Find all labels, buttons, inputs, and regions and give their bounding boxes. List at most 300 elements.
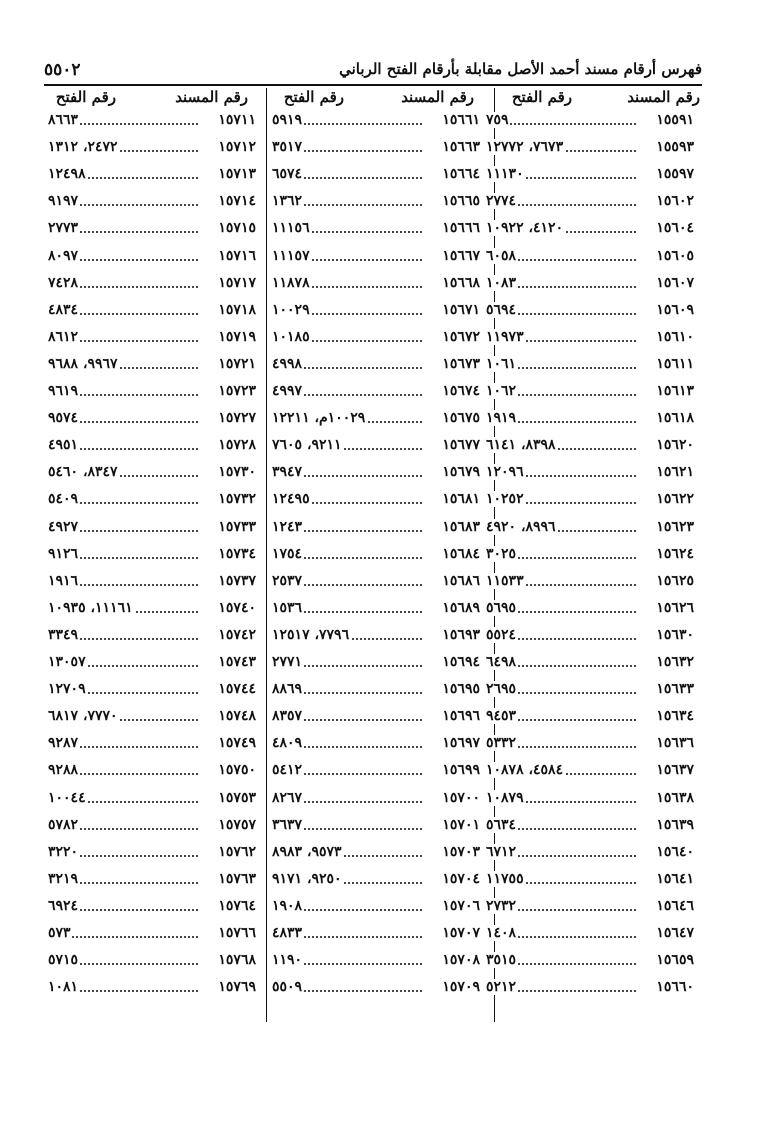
table-row [486, 410, 694, 436]
musnad-number: ١٥٦٣٤ [656, 708, 694, 725]
table-row [486, 220, 694, 246]
fath-number: ٢٧٧٣ [48, 220, 79, 237]
table-row [486, 952, 694, 978]
fath-number: ٢٧٧١ [272, 654, 303, 670]
column-divider [266, 88, 267, 1022]
table-row [48, 383, 256, 409]
table-row [486, 979, 694, 1005]
table-row [486, 193, 694, 219]
musnad-number: ١٥٦٧٥ [442, 410, 480, 427]
musnad-number: ١٥٧٠٣ [442, 843, 480, 860]
fath-number: ١١١٥٦ [272, 220, 310, 237]
musnad-number: ١٥٧٢١ [218, 355, 256, 372]
musnad-number: ١٥٦٧٧ [442, 437, 480, 454]
table-row [486, 166, 694, 192]
table-row [48, 410, 256, 436]
fath-number: ٥٩١٩ [272, 112, 303, 128]
fath-number: ١٤٠٨ [486, 925, 517, 941]
table-row [272, 546, 480, 572]
musnad-number: ١٥٧٦٣ [218, 870, 256, 887]
table-row [486, 248, 694, 274]
table-row [486, 654, 694, 680]
table-row [48, 898, 256, 924]
musnad-number: ١٥٦٨١ [442, 491, 480, 508]
table-row [486, 817, 694, 843]
musnad-number: ١٥٦٦٤ [442, 166, 480, 183]
musnad-number: ١٥٧٦٩ [218, 979, 256, 996]
table-row [48, 952, 256, 978]
table-row [486, 898, 694, 924]
musnad-number: ١٥٦٢٢ [656, 491, 694, 508]
musnad-number: ١٥٧١٢ [218, 139, 256, 156]
table-row [48, 519, 256, 545]
fath-number: ٥٦٣٤ [486, 816, 517, 833]
musnad-number: ١٥٧٢٣ [218, 383, 256, 399]
fath-number: ٨٨٦٩ [272, 681, 303, 698]
fath-number: ٥٧٣ [48, 925, 71, 941]
fath-number: ٥٢١٢ [486, 979, 517, 996]
musnad-number: ١٥٦٤١ [656, 870, 694, 887]
fath-number: ١٠٦٢ [486, 383, 517, 399]
fath-number: ١١١٦١، ١٠٩٣٥ [48, 599, 133, 616]
table-row [272, 166, 480, 192]
table-row [48, 817, 256, 843]
musnad-number: ١٥٦٤٠ [656, 843, 694, 860]
musnad-number: ١٥٦٧٢ [442, 328, 480, 345]
musnad-number: ١٥٧٠٠ [442, 789, 480, 806]
table-row [272, 112, 480, 138]
table-row [272, 979, 480, 1005]
musnad-number: ١٥٦٠٩ [656, 301, 694, 318]
fath-number: ٥٤٠٩ [48, 491, 79, 508]
table-row [272, 844, 480, 870]
fath-number: ٨٣٩٨، ٦١٤١ [486, 437, 556, 454]
musnad-number: ١٥٦٣٣ [656, 681, 694, 698]
table-row [272, 248, 480, 274]
table-row [272, 220, 480, 246]
fath-number: ١٠٠٢٩م، ١٢٢١١ [272, 410, 366, 427]
table-row [272, 464, 480, 490]
musnad-number: ١٥٦٢٣ [656, 518, 694, 535]
table-row [486, 275, 694, 301]
musnad-number: ١٥٦٤٦ [656, 897, 694, 914]
fath-number: ٢٧٣٢ [486, 897, 517, 914]
musnad-number: ١٥٦٠٢ [656, 193, 694, 210]
fath-number: ٥٥٢٤ [486, 626, 517, 643]
musnad-number: ١٥٧٥٣ [218, 789, 256, 806]
table-row [48, 464, 256, 490]
musnad-number: ١٥٦٧١ [442, 301, 480, 318]
fath-number: ٦٥٧٤ [272, 166, 303, 183]
musnad-number: ١٥٦٨٤ [442, 545, 480, 562]
musnad-number: ١٥٧٢٨ [218, 437, 256, 454]
fath-number: ٦٧١٢ [486, 843, 517, 860]
musnad-number: ١٥٧٣٠ [218, 464, 256, 481]
table-row [272, 790, 480, 816]
table-row [48, 654, 256, 680]
musnad-number: ١٥٧٠١ [442, 816, 480, 833]
fath-number: ٢٥٣٧ [272, 572, 303, 589]
musnad-number: ١٥٧١٦ [218, 247, 256, 264]
table-row [486, 735, 694, 761]
fath-number: ٧٤٢٨ [48, 274, 79, 291]
musnad-number: ١٥٦٥٩ [656, 952, 694, 969]
musnad-number: ١٥٦٣٢ [656, 654, 694, 670]
musnad-number: ١٥٦٨٣ [442, 518, 480, 535]
table-row [272, 871, 480, 897]
musnad-number: ١٥٧٦٨ [218, 952, 256, 969]
musnad-number: ١٥٦٠٤ [656, 220, 694, 237]
fath-number: ٨٩٩٦، ٤٩٢٠ [486, 518, 556, 535]
fath-number: ١١٧٥٥ [486, 870, 524, 887]
fath-number: ١٥٣٦ [272, 599, 303, 616]
fath-number: ٩١٩٧ [48, 193, 79, 210]
musnad-number: ١٥٧٠٤ [442, 870, 480, 887]
table-row [48, 166, 256, 192]
fath-number: ٧٧٧٠، ٦٨١٧ [48, 708, 118, 725]
musnad-number: ١٥٦٢٦ [656, 599, 694, 616]
fath-number: ٢٤٧٢، ١٣١٢ [48, 139, 118, 156]
fath-number: ٢٦٩٥ [486, 681, 517, 698]
table-row [486, 762, 694, 788]
fath-number: ٣٥١٧ [272, 139, 303, 156]
table-row [272, 573, 480, 599]
table-row [48, 437, 256, 463]
musnad-number: ١٥٦١٣ [656, 383, 694, 399]
musnad-number: ١٥٦٣٠ [656, 626, 694, 643]
musnad-number: ١٥٦٦٦ [442, 220, 480, 237]
table-row [48, 681, 256, 707]
musnad-number: ١٥٧٤٢ [218, 626, 256, 643]
fath-number: ١٠١٨٥ [272, 328, 310, 345]
fath-number: ٨٣٥٧ [272, 708, 303, 725]
musnad-number: ١٥٧١٥ [218, 220, 256, 237]
table-row [48, 491, 256, 517]
musnad-number: ١٥٦٦٣ [442, 139, 480, 156]
fath-number: ٣٥١٥ [486, 952, 517, 969]
table-row [272, 762, 480, 788]
fath-number: ٤٥٨٤، ١٠٨٧٨ [486, 762, 564, 779]
table-row [272, 302, 480, 328]
fath-number: ٦٠٥٨ [486, 247, 517, 264]
fath-number: ١٩١٦ [48, 572, 79, 589]
table-row [48, 762, 256, 788]
musnad-number: ١٥٦٧٤ [442, 383, 480, 399]
musnad-number: ١٥٥٩٣ [656, 139, 694, 156]
table-row [486, 573, 694, 599]
table-row [272, 329, 480, 355]
fath-number: ٧٧٩٦، ١٢٥١٧ [272, 626, 350, 643]
fath-number: ٩٥٧٤ [48, 410, 79, 427]
fath-number: ٩٢٥٠، ٩١٧١ [272, 870, 342, 887]
fath-number: ١٣٠٥٧ [48, 654, 86, 670]
musnad-number: ١٥٦٢٠ [656, 437, 694, 454]
musnad-number: ١٥٦٦٨ [442, 274, 480, 291]
musnad-number: ١٥٧٣٤ [218, 545, 256, 562]
musnad-number: ١٥٦٦١ [442, 112, 480, 128]
table-row [486, 112, 694, 138]
table-row [48, 112, 256, 138]
musnad-number: ١٥٧٣٢ [218, 491, 256, 508]
column-1-fath-heading: رقم الفتح [511, 88, 572, 106]
fath-number: ٨٦١٢ [48, 328, 79, 345]
musnad-number: ١٥٧٥٠ [218, 762, 256, 779]
musnad-number: ١٥٧١٧ [218, 274, 256, 291]
page-header [44, 60, 702, 84]
fath-number: ١١٥٣٣ [486, 572, 524, 589]
fath-number: ٥٦٩٥ [486, 599, 517, 616]
fath-number: ١٢٤٩٨ [48, 166, 86, 183]
table-row [272, 708, 480, 734]
fath-number: ٥٦٩٤ [486, 301, 517, 318]
musnad-number: ١٥٧٤٩ [218, 735, 256, 752]
table-row [48, 627, 256, 653]
musnad-number: ١٥٦٢١ [656, 464, 694, 481]
fath-number: ٥٧١٥ [48, 952, 79, 969]
fath-number: ٤٩٩٧ [272, 383, 303, 399]
fath-number: ١٠٠٤٤ [48, 789, 86, 806]
fath-number: ١٠٨٣ [486, 274, 517, 291]
fath-number: ٣٠٢٥ [486, 545, 517, 562]
fath-number: ١١٩٧٣ [486, 328, 524, 345]
header-rule [44, 84, 702, 86]
index-column-3 [48, 112, 256, 1020]
fath-number: ٧٦٧٣، ١٢٧٧٢ [486, 139, 564, 156]
fath-number: ١١٨٧٨ [272, 274, 310, 291]
musnad-number: ١٥٧١٨ [218, 301, 256, 318]
table-row [48, 979, 256, 1005]
table-row [48, 844, 256, 870]
musnad-number: ١٥٧٠٨ [442, 952, 480, 969]
table-row [272, 356, 480, 382]
column-1-musnad-heading: رقم المسند [627, 88, 700, 106]
table-row [486, 356, 694, 382]
table-row [272, 437, 480, 463]
musnad-number: ١٥٧٤٨ [218, 708, 256, 725]
musnad-number: ١٥٦٩٦ [442, 708, 480, 725]
musnad-number: ١٥٧٤٠ [218, 599, 256, 616]
fath-number: ٣٦٣٧ [272, 816, 303, 833]
musnad-number: ١٥٦١٨ [656, 410, 694, 427]
table-row [48, 790, 256, 816]
fath-number: ١٣٦٢ [272, 193, 303, 210]
table-row [48, 573, 256, 599]
table-row [486, 627, 694, 653]
musnad-number: ١٥٦١١ [656, 355, 694, 372]
table-row [486, 302, 694, 328]
fath-number: ١٢٧٠٩ [48, 681, 86, 698]
musnad-number: ١٥٧٦٢ [218, 843, 256, 860]
table-row [486, 790, 694, 816]
fath-number: ٥٥٠٩ [272, 979, 303, 996]
musnad-number: ١٥٧٠٦ [442, 897, 480, 914]
table-row [486, 681, 694, 707]
table-row [272, 275, 480, 301]
fath-number: ٩٢٨٨ [48, 762, 79, 779]
table-row [272, 735, 480, 761]
fath-number: ٦٩٢٤ [48, 897, 79, 914]
table-row [272, 193, 480, 219]
table-row [486, 925, 694, 951]
fath-number: ١٠٠٢٩ [272, 301, 310, 318]
musnad-number: ١٥٧٦٦ [218, 925, 256, 941]
table-row [272, 817, 480, 843]
musnad-number: ١٥٦٩٣ [442, 626, 480, 643]
table-row [486, 600, 694, 626]
table-row [48, 248, 256, 274]
table-row [272, 600, 480, 626]
musnad-number: ١٥٦٨٩ [442, 599, 480, 616]
table-row [486, 519, 694, 545]
musnad-number: ١٥٦٣٩ [656, 816, 694, 833]
fath-number: ٨٢٦٧ [272, 789, 303, 806]
musnad-number: ١٥٧٤٤ [218, 681, 256, 698]
fath-number: ١٠٨١ [48, 979, 79, 996]
musnad-number: ١٥٦٦٥ [442, 193, 480, 210]
table-row [48, 708, 256, 734]
musnad-number: ١٥٧٦٤ [218, 897, 256, 914]
fath-number: ١٩٠٨ [272, 897, 303, 914]
fath-number: ٩٢١١، ٧٦٠٥ [272, 437, 342, 454]
table-row [486, 844, 694, 870]
column-3-musnad-heading: رقم المسند [175, 88, 248, 106]
index-column-2 [272, 112, 480, 1020]
table-row [48, 871, 256, 897]
table-row [486, 464, 694, 490]
fath-number: ٤٨٣٣ [272, 925, 303, 941]
musnad-number: ١٥٧٤٣ [218, 654, 256, 670]
table-row [48, 356, 256, 382]
musnad-number: ١٥٧٠٩ [442, 979, 480, 996]
fath-number: ٨٠٩٧ [48, 247, 79, 264]
musnad-number: ١٥٧١١ [218, 112, 256, 128]
musnad-number: ١٥٦٠٥ [656, 247, 694, 264]
musnad-number: ١٥٦٢٤ [656, 545, 694, 562]
fath-number: ٨٦٦٣ [48, 112, 79, 128]
fath-number: ٥٣٣٢ [486, 735, 517, 752]
fath-number: ١٠٢٥٢ [486, 491, 524, 508]
fath-number: ٤٨٣٤ [48, 301, 79, 318]
musnad-number: ١٥٦٣٧ [656, 762, 694, 779]
table-row [48, 275, 256, 301]
musnad-number: ١٥٦٦٧ [442, 247, 480, 264]
table-row [272, 925, 480, 951]
fath-number: ٨٣٤٧، ٥٤٦٠ [48, 464, 118, 481]
musnad-number: ١٥٧٣٣ [218, 518, 256, 535]
musnad-number: ١٥٧٢٧ [218, 410, 256, 427]
fath-number: ١٠٦١ [486, 355, 517, 372]
musnad-number: ١٥٥٩١ [656, 112, 694, 128]
fath-number: ٢٧٧٤ [486, 193, 517, 210]
table-row [272, 491, 480, 517]
fath-number: ٩٩٦٧، ٩٦٨٨ [48, 355, 118, 372]
table-row [272, 952, 480, 978]
table-row [486, 708, 694, 734]
musnad-number: ١٥٦٢٥ [656, 572, 694, 589]
musnad-number: ١٥٦٦٠ [656, 979, 694, 996]
fath-number: ١٩١٩ [486, 410, 517, 427]
table-row [272, 681, 480, 707]
index-column-1 [486, 112, 696, 1020]
fath-number: ٦٤٩٨ [486, 654, 517, 670]
table-row [272, 139, 480, 165]
fath-number: ١٧٥٤ [272, 545, 303, 562]
musnad-number: ١٥٦٩٩ [442, 762, 480, 779]
fath-number: ٥٤١٢ [272, 762, 303, 779]
page-title: فهرس أرقام مسند أحمد الأصل مقابلة بأرقام الفتح الرباني [339, 60, 702, 78]
musnad-number: ١٥٧١٣ [218, 166, 256, 183]
fath-number: ٣٢٢٠ [48, 843, 79, 860]
table-row [272, 519, 480, 545]
fath-number: ١٢٤٣ [272, 518, 303, 535]
table-row [48, 329, 256, 355]
fath-number: ١١٩٠ [272, 952, 303, 969]
table-row [486, 329, 694, 355]
fath-number: ٤٩٢٧ [48, 518, 79, 535]
fath-number: ١٢٠٩٦ [486, 464, 524, 481]
table-row [486, 383, 694, 409]
fath-number: ٩٦١٩ [48, 383, 79, 399]
table-row [486, 491, 694, 517]
table-row [48, 302, 256, 328]
table-row [272, 410, 480, 436]
fath-number: ٤٩٥١ [48, 437, 79, 454]
fath-number: ٣٢١٩ [48, 870, 79, 887]
table-row [272, 383, 480, 409]
table-row [486, 871, 694, 897]
column-2-fath-heading: رقم الفتح [283, 88, 344, 106]
musnad-number: ١٥٦٩٤ [442, 654, 480, 670]
table-row [272, 898, 480, 924]
musnad-number: ١٥٧٣٧ [218, 572, 256, 589]
fath-number: ٩٥٧٣، ٨٩٨٣ [272, 843, 342, 860]
musnad-number: ١٥٦١٠ [656, 328, 694, 345]
musnad-number: ١٥٧٥٧ [218, 816, 256, 833]
column-2-musnad-heading: رقم المسند [401, 88, 474, 106]
table-row [48, 139, 256, 165]
table-row [486, 437, 694, 463]
musnad-number: ١٥٦٣٨ [656, 789, 694, 806]
table-row [48, 546, 256, 572]
fath-number: ٥٧٨٢ [48, 816, 79, 833]
fath-number: ٣٣٤٩ [48, 626, 79, 643]
fath-number: ٧٥٩ [486, 112, 509, 128]
musnad-number: ١٥٦٤٧ [656, 925, 694, 941]
table-row [272, 654, 480, 680]
page-number: ٥٥٠٢ [44, 60, 81, 80]
table-row [48, 600, 256, 626]
musnad-number: ١٥٦٣٦ [656, 735, 694, 752]
fath-number: ٩١٢٦ [48, 545, 79, 562]
table-row [48, 220, 256, 246]
table-row [272, 627, 480, 653]
musnad-number: ١٥٥٩٧ [656, 166, 694, 183]
musnad-number: ١٥٦٩٧ [442, 735, 480, 752]
table-row [48, 735, 256, 761]
fath-number: ٩٤٥٣ [486, 708, 517, 725]
musnad-number: ١٥٧١٤ [218, 193, 256, 210]
musnad-number: ١٥٧٠٧ [442, 925, 480, 941]
musnad-number: ١٥٦٧٣ [442, 355, 480, 372]
table-row [486, 546, 694, 572]
musnad-number: ١٥٦٧٩ [442, 464, 480, 481]
fath-number: ٩٢٨٧ [48, 735, 79, 752]
fath-number: ١١١٣٠ [486, 166, 524, 183]
fath-number: ١١١٥٧ [272, 247, 310, 264]
table-row [48, 193, 256, 219]
fath-number: ٤٩٩٨ [272, 355, 303, 372]
table-row [486, 139, 694, 165]
